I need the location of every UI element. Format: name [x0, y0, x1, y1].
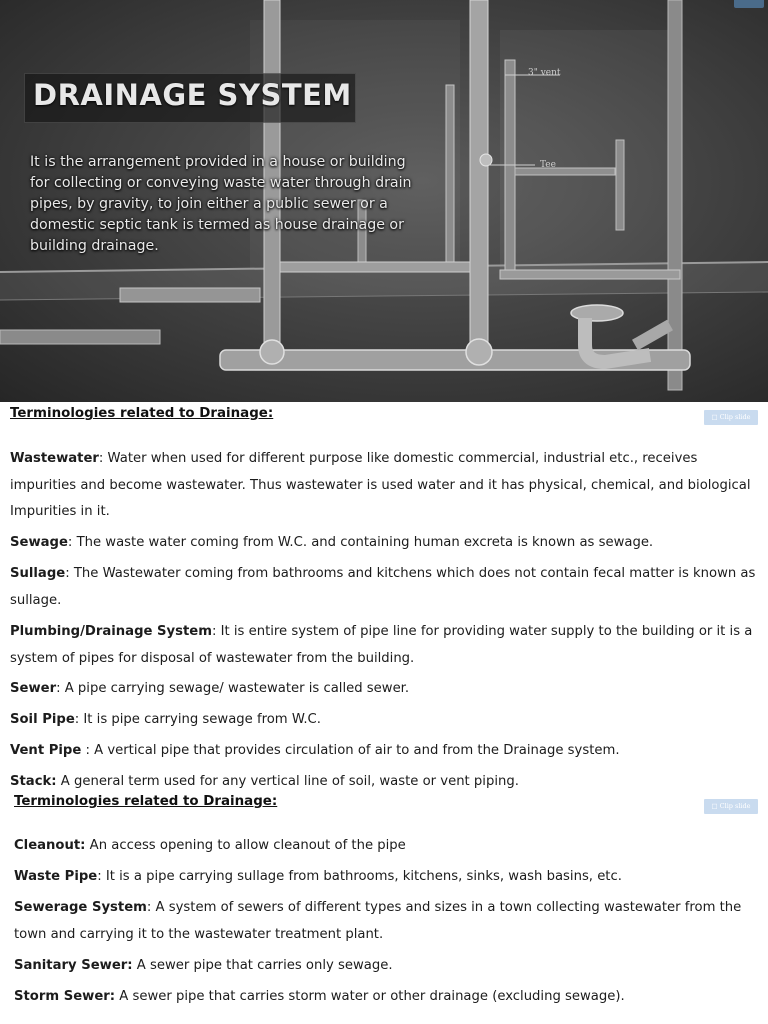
term-definition: A general term used for any vertical line of soil, waste or vent piping.	[60, 774, 519, 789]
term-vent-pipe	[10, 738, 760, 765]
term-sewage	[10, 530, 760, 557]
term-sanitary-sewer	[14, 953, 759, 980]
slide-title: DRAINAGE SYSTEM	[33, 78, 352, 112]
clip-slide-label: Clip slide	[719, 413, 751, 421]
term-label: Waste Pipe	[14, 869, 98, 884]
term-separator: :	[212, 624, 221, 639]
term-definition: The Wastewater coming from bathrooms and kitchens which does not contain fecal matter is known as sullage.	[10, 566, 756, 608]
term-definition: A pipe carrying sewage/ wastewater is called sewer.	[64, 681, 410, 696]
term-label: Wastewater	[10, 451, 99, 466]
term-separator: :	[65, 566, 74, 581]
term-definition: A system of sewers of different types and sizes in a town collecting wastewater from the town and carrying it to the wastewater treatment plant.	[14, 900, 742, 942]
term-waste-pipe	[14, 864, 759, 891]
term-wastewater	[10, 446, 760, 526]
slide-heading: Terminologies related to Drainage:	[14, 794, 278, 809]
term-definition: A vertical pipe that provides circulation of air to and from the Drainage system.	[94, 743, 620, 758]
term-label: Plumbing/Drainage System	[10, 624, 212, 639]
term-label: Soil Pipe	[10, 712, 75, 727]
term-label: Cleanout:	[14, 838, 86, 853]
term-label: Sanitary Sewer:	[14, 958, 133, 973]
term-definition: The waste water coming from W.C. and containing human excreta is known as sewage.	[76, 535, 654, 550]
term-label: Vent Pipe	[10, 743, 82, 758]
slide-description: It is the arrangement provided in a house or building for collecting or conveying waste water through drain pipes, by gravity, to join either a public sewer or a domestic septic tank is termed as house drainage or building drainage.	[30, 154, 412, 254]
clip-slide-button[interactable]	[704, 410, 758, 425]
term-sewer	[10, 676, 760, 703]
term-separator: :	[81, 743, 95, 758]
term-separator: :	[74, 712, 84, 727]
term-definition: It is pipe carrying sewage from W.C.	[83, 712, 321, 727]
term-label: Storm Sewer:	[14, 989, 116, 1004]
tee-label: Tee	[540, 160, 556, 170]
term-stack	[10, 769, 760, 796]
term-separator: :	[67, 535, 77, 550]
term-plumbing-drainage-system	[10, 619, 760, 672]
clip-icon: □	[711, 413, 718, 421]
term-separator: :	[97, 869, 106, 884]
term-definition: It is entire system of pipe line for providing water supply to the building or it is a system of pipes for disposal of wastewater from the building.	[10, 624, 753, 666]
terminologies-slide-1	[0, 402, 768, 794]
clip-icon: □	[711, 802, 718, 810]
clip-slide-button[interactable]	[704, 799, 758, 814]
term-label: Sewage	[10, 535, 68, 550]
term-separator: :	[146, 900, 156, 915]
term-definition: A sewer pipe that carries storm water or other drainage (excluding sewage).	[119, 989, 625, 1004]
drainage-hero-slide	[0, 0, 768, 402]
vent-label: 3" vent	[528, 68, 561, 78]
term-label: Sewerage System	[14, 900, 147, 915]
term-label: Sewer	[10, 681, 57, 696]
terminologies-slide-2	[0, 794, 768, 1024]
term-label: Stack:	[10, 774, 57, 789]
clip-slide-label: Clip slide	[719, 802, 751, 810]
term-sullage	[10, 561, 760, 614]
slide-heading: Terminologies related to Drainage:	[10, 406, 274, 421]
clip-slide-button[interactable]	[734, 0, 764, 8]
term-definition: An access opening to allow cleanout of the pipe	[89, 838, 406, 853]
term-label: Sullage	[10, 566, 66, 581]
term-separator: :	[56, 681, 65, 696]
term-definition: It is a pipe carrying sullage from bathrooms, kitchens, sinks, wash basins, etc.	[105, 869, 622, 884]
term-soil-pipe	[10, 707, 760, 734]
term-storm-sewer	[14, 984, 759, 1011]
term-definition: A sewer pipe that carries only sewage.	[136, 958, 393, 973]
term-definition: Water when used for different purpose like domestic commercial, industrial etc., receives impurities and become wastewater. Thus wastewater is used water and it has physical, chemical, and biological Impurities in it.	[10, 451, 751, 519]
term-separator: :	[98, 451, 108, 466]
term-sewerage-system	[14, 895, 759, 948]
term-cleanout	[14, 833, 759, 860]
